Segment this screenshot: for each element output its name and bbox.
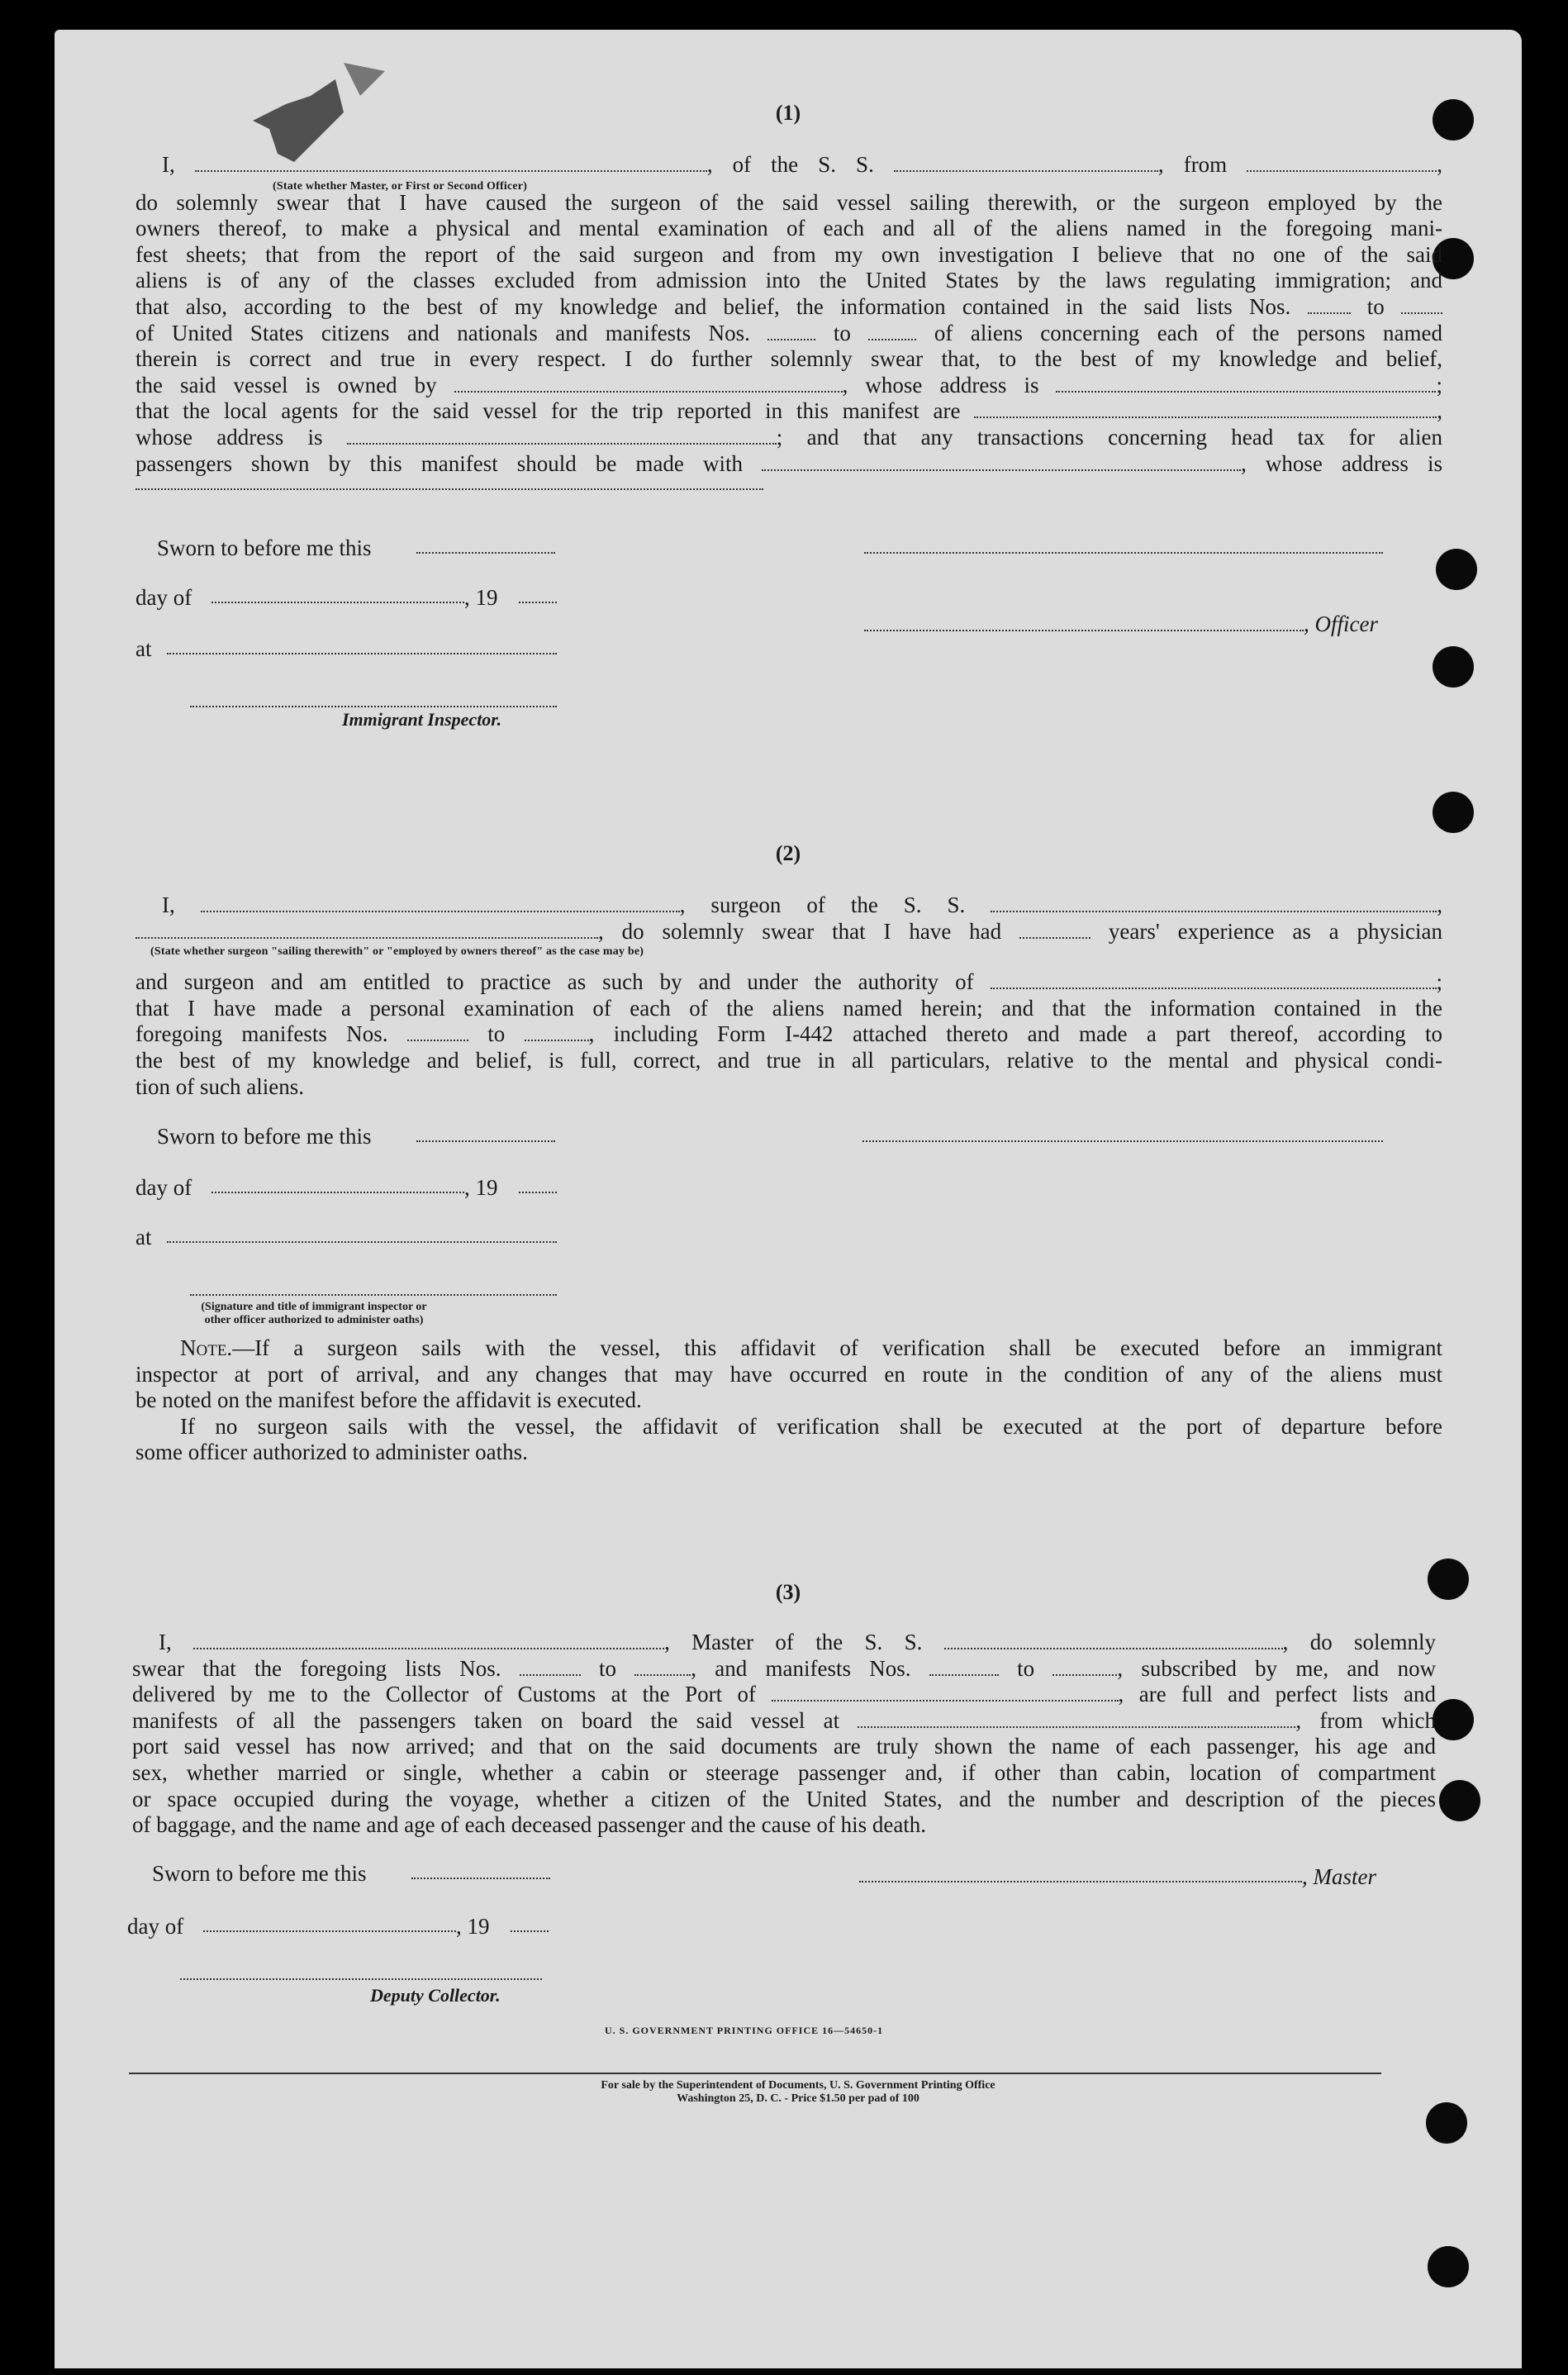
at-label-1: at: [135, 636, 152, 661]
owner-address-field[interactable]: [1056, 376, 1436, 393]
surgeon-manifests-to-field[interactable]: [525, 1025, 589, 1041]
affidavit-3-line: or space occupied during the voyage, whether a citizen of the United States, and the number and description of the pieces: [132, 1786, 1436, 1811]
sale-notice: For sale by the Superintendent of Documents, U. S. Government Printing Office Washington 25, D. C. - Price $1.50 per pad of 100: [601, 2079, 995, 2105]
affidavit-1-line-1: I, , of the S. S. , from ,: [162, 152, 1442, 177]
day-of-field-2[interactable]: [211, 1192, 464, 1193]
affidavit-1-line: fest sheets; that from the report of the said surgeon and from my own investigation I believe that no one of the said: [135, 241, 1442, 267]
sworn-label-3: Sworn to before me this: [152, 1861, 367, 1886]
affidavit-1-line: owners thereof, to make a physical and mental examination of each and all of the aliens named in the foregoing mani-: [135, 216, 1442, 241]
head-tax-address-field[interactable]: [135, 477, 763, 490]
at-field-1[interactable]: [167, 653, 557, 654]
surgeon-vessel-field[interactable]: [991, 896, 1437, 912]
year-label-3: , 19: [456, 1914, 490, 1939]
boarding-port-field[interactable]: [858, 1711, 1295, 1728]
affidavit-1-line: do solemnly swear that I have caused the surgeon of the said vessel sailing therewith, or the surgeon employed by the: [135, 189, 1442, 215]
binder-hole: [1428, 2246, 1469, 2287]
officer-signature-line-1a[interactable]: [864, 552, 1383, 554]
year-field-2[interactable]: [519, 1192, 557, 1193]
master-vessel-field[interactable]: [944, 1633, 1283, 1649]
officer-signature-line-1b[interactable]: [864, 630, 1304, 631]
day-of-field-1[interactable]: [211, 602, 464, 603]
day-of-label-3: day of: [127, 1914, 184, 1939]
master-signature-line[interactable]: [859, 1881, 1302, 1882]
affidavit-1-line: that also, according to the best of my knowledge and belief, the information contained in the said lists Nos. to: [135, 294, 1442, 321]
affidavit-1-line: passengers shown by this manifest should be made with , whose address is: [135, 450, 1442, 476]
day-of-label-2: day of: [135, 1175, 192, 1200]
head-tax-contact-field[interactable]: [762, 455, 1241, 471]
officer-name-field[interactable]: [195, 155, 707, 172]
affidavit-2-line: tion of such aliens.: [135, 1073, 304, 1099]
printer-imprint: U. S. GOVERNMENT PRINTING OFFICE 16—54650-1: [605, 2025, 884, 2036]
binder-hole: [1433, 646, 1474, 688]
affidavit-3-line: of baggage, and the name and age of each deceased passenger and the cause of his death.: [132, 1812, 927, 1838]
port-field[interactable]: [772, 1685, 1119, 1702]
affidavit-1-line: whose address is ; and that any transactions concerning head tax for alien: [135, 424, 1442, 450]
affidavit-2-line: and surgeon and am entitled to practice as such by and under the authority of ;: [135, 969, 1443, 995]
year-field-3[interactable]: [511, 1930, 549, 1932]
binder-hole: [1433, 792, 1474, 833]
master-label: , Master: [1302, 1864, 1376, 1889]
note-line: If no surgeon sails with the vessel, the affidavit of verification shall be executed at the port of departure before: [180, 1413, 1442, 1439]
inspector-label: Immigrant Inspector.: [342, 709, 502, 730]
year-field-1[interactable]: [519, 602, 557, 603]
from-port-field[interactable]: [1247, 155, 1437, 172]
affidavit-1-line: of United States citizens and nationals and manifests Nos. to of aliens concerning each of the persons named: [135, 320, 1443, 345]
affidavit-3-line: sex, whether married or single, whether a cabin or steerage passenger and, if other than cabin, location of compartment: [132, 1759, 1436, 1785]
inspector-signature-line-2[interactable]: [190, 1294, 557, 1296]
affidavit-1-heading: (1): [775, 101, 801, 125]
year-label-2: , 19: [464, 1175, 498, 1200]
affidavit-3-line-1: I, , Master of the S. S. , do solemnly: [159, 1630, 1437, 1654]
affidavit-3-line: port said vessel has now arrived; and that on the said documents are truly shown the name of each passenger, his age and: [132, 1734, 1436, 1759]
inspector-signature-line[interactable]: [190, 706, 557, 707]
affidavit-2-line: the best of my knowledge and belief, is full, correct, and true in all particulars, relative to the mental and physical condi-: [135, 1047, 1442, 1073]
master-lists-from-field[interactable]: [520, 1659, 581, 1676]
binder-hole: [1433, 1699, 1474, 1740]
surgeon-signature-line[interactable]: [862, 1140, 1383, 1142]
affidavit-3-line: swear that the foregoing lists Nos. to , and manifests Nos. to , subscribed by me, and now: [132, 1655, 1437, 1681]
master-manifests-to-field[interactable]: [1052, 1659, 1117, 1676]
years-experience-field[interactable]: [1019, 922, 1090, 939]
deputy-signature-line[interactable]: [180, 1978, 542, 1980]
affidavit-1-line: that the local agents for the said vessel for the trip reported in this manifest are ,: [135, 398, 1443, 424]
sworn-day-field-3[interactable]: [411, 1878, 550, 1879]
officer-caption: (State whether Master, or First or Second Officer): [273, 180, 528, 193]
manifests-from-field[interactable]: [767, 324, 815, 340]
signature-caption: (Signature and title of immigrant inspector or other officer authorized to administer oaths): [201, 1301, 427, 1326]
form-page: [55, 30, 1522, 2368]
sworn-label-1: Sworn to before me this: [157, 535, 372, 560]
lists-from-field[interactable]: [1308, 297, 1351, 314]
lists-to-field[interactable]: [1401, 297, 1442, 314]
binder-hole: [1426, 2102, 1467, 2144]
surgeon-status-field[interactable]: [135, 922, 598, 939]
officer-label: , Officer: [1304, 612, 1378, 636]
at-label-2: at: [135, 1225, 152, 1249]
affidavit-1: [135, 152, 1442, 490]
local-agents-field[interactable]: [974, 402, 1437, 418]
authority-field[interactable]: [991, 973, 1437, 989]
affidavit-3: [132, 1630, 1436, 1839]
footer-rule: [129, 2073, 1381, 2074]
sworn-day-field-2[interactable]: [416, 1140, 555, 1142]
affidavit-2-line-1: I, , surgeon of the S. S. ,: [162, 892, 1443, 917]
agents-address-field[interactable]: [347, 428, 777, 445]
affidavit-3-line: delivered by me to the Collector of Customs at the Port of , are full and perfect lists and: [132, 1682, 1436, 1707]
affidavit-1-line: aliens is of any of the classes excluded from admission into the United States by the laws regulating immigration; and: [135, 268, 1442, 293]
surgeon-note: [135, 1335, 1442, 1466]
binder-hole: [1436, 549, 1477, 590]
affidavit-2-line-2: , do solemnly swear that I have had years' experience as a physician: [135, 919, 1442, 945]
at-field-2[interactable]: [167, 1241, 557, 1243]
vessel-name-field[interactable]: [894, 155, 1158, 172]
affidavit-3-line: manifests of all the passengers taken on board the said vessel at , from which: [132, 1707, 1437, 1733]
sworn-day-field-1[interactable]: [416, 552, 555, 554]
owner-field[interactable]: [454, 376, 843, 393]
surgeon-caption: (State whether surgeon "sailing therewith" or "employed by owners thereof" as the case may be): [150, 945, 644, 959]
master-name-field[interactable]: [193, 1633, 664, 1649]
surgeon-name-field[interactable]: [201, 896, 680, 912]
year-label-1: , 19: [464, 585, 498, 610]
surgeon-manifests-from-field[interactable]: [407, 1025, 468, 1041]
master-manifests-from-field[interactable]: [929, 1659, 999, 1676]
master-lists-to-field[interactable]: [634, 1659, 691, 1676]
day-of-label-1: day of: [135, 585, 192, 610]
day-of-field-3[interactable]: [203, 1930, 456, 1932]
manifests-to-field[interactable]: [868, 324, 916, 340]
note-line: some officer authorized to administer oaths.: [135, 1440, 528, 1465]
note-line: inspector at port of arrival, and any changes that may have occurred en route in the condition of any of the aliens must: [135, 1361, 1442, 1387]
affidavit-1-line: therein is correct and true in every respect. I do further solemnly swear that, to the best of my knowledge and belief,: [135, 346, 1442, 372]
note-line: be noted on the manifest before the affidavit is executed.: [135, 1387, 642, 1413]
note-line: Note.—If a surgeon sails with the vessel, this affidavit of verification shall be executed before an immigrant: [180, 1335, 1442, 1360]
affidavit-3-heading: (3): [775, 1580, 801, 1604]
affidavit-2: [135, 892, 1442, 1100]
binder-hole: [1439, 1780, 1480, 1821]
sworn-label-2: Sworn to before me this: [157, 1124, 372, 1149]
deputy-label: Deputy Collector.: [370, 1985, 501, 2006]
affidavit-2-heading: (2): [775, 841, 801, 865]
affidavit-1-line: the said vessel is owned by , whose address is ;: [135, 372, 1442, 397]
affidavit-2-line: foregoing manifests Nos. to , including Form I-442 attached thereto and made a part thereof, according to: [135, 1021, 1443, 1047]
affidavit-2-line: that I have made a personal examination of each of the aliens named herein; and that the information contained in the: [135, 995, 1442, 1021]
